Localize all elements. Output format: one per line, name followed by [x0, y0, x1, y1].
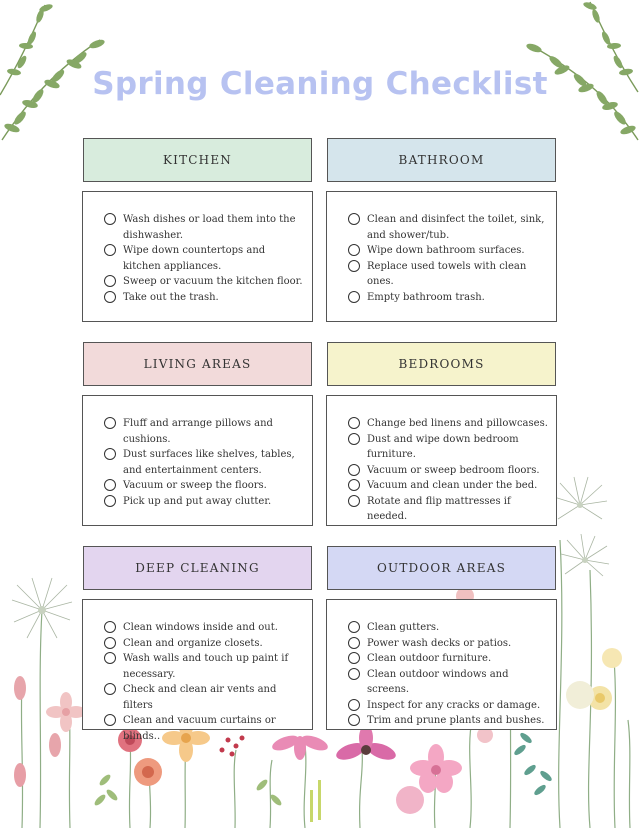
checklist-item[interactable]: Replace used towels with clean ones. — [348, 259, 548, 290]
checkbox-circle-icon[interactable] — [104, 621, 116, 633]
section-list-bathroom — [326, 191, 557, 322]
checkbox-circle-icon[interactable] — [104, 683, 116, 695]
section-title: OUTDOOR AREAS — [376, 561, 507, 575]
checkbox-circle-icon[interactable] — [348, 637, 360, 649]
checklist-item[interactable]: Wipe down bathroom surfaces. — [348, 243, 548, 259]
checkbox-circle-icon[interactable] — [104, 637, 116, 649]
checklist-item[interactable]: Inspect for any cracks or damage. — [348, 698, 548, 714]
checkbox-circle-icon[interactable] — [348, 495, 360, 507]
checklist-item[interactable]: Dust and wipe down bedroom furniture. — [348, 432, 548, 463]
checklist-item[interactable]: Clean outdoor furniture. — [348, 651, 548, 667]
section-header-bathroom — [327, 138, 556, 182]
checklist-item[interactable]: Clean and vacuum curtains or blinds.. — [104, 713, 304, 744]
checkbox-circle-icon[interactable] — [104, 652, 116, 664]
checkbox-circle-icon[interactable] — [348, 260, 360, 272]
checklist-item[interactable]: Fluff and arrange pillows and cushions. — [104, 416, 304, 447]
checkbox-circle-icon[interactable] — [104, 714, 116, 726]
checkbox-circle-icon[interactable] — [348, 652, 360, 664]
checkbox-circle-icon[interactable] — [348, 213, 360, 225]
checklist-item[interactable]: Change bed linens and pillowcases. — [348, 416, 548, 432]
checkbox-circle-icon[interactable] — [348, 699, 360, 711]
checklist-item[interactable]: Vacuum and clean under the bed. — [348, 478, 548, 494]
checklist-item[interactable]: Power wash decks or patios. — [348, 636, 548, 652]
section-header-outdoor-areas — [327, 546, 556, 590]
checkbox-circle-icon[interactable] — [104, 448, 116, 460]
checklist-item[interactable]: Wash walls and touch up paint if necessary. — [104, 651, 304, 682]
checklist-item[interactable]: Clean outdoor windows and screens. — [348, 667, 548, 698]
checkbox-circle-icon[interactable] — [104, 244, 116, 256]
checkbox-circle-icon[interactable] — [348, 417, 360, 429]
page-title: Spring Cleaning Checklist — [92, 66, 548, 102]
section-list-bedrooms — [326, 395, 557, 526]
checklist-item[interactable]: Pick up and put away clutter. — [104, 494, 304, 510]
checkbox-circle-icon[interactable] — [104, 291, 116, 303]
checkbox-circle-icon[interactable] — [348, 291, 360, 303]
checkbox-circle-icon[interactable] — [104, 495, 116, 507]
checkbox-circle-icon[interactable] — [348, 668, 360, 680]
checkbox-circle-icon[interactable] — [104, 479, 116, 491]
section-header-kitchen — [83, 138, 312, 182]
checklist-item[interactable]: Rotate and flip mattresses if needed. — [348, 494, 548, 525]
checkbox-circle-icon[interactable] — [348, 714, 360, 726]
section-title: LIVING AREAS — [143, 357, 252, 371]
checkbox-circle-icon[interactable] — [348, 244, 360, 256]
section-header-living-areas — [83, 342, 312, 386]
checkbox-circle-icon[interactable] — [104, 275, 116, 287]
checklist-item[interactable]: Wash dishes or load them into the dishwasher. — [104, 212, 304, 243]
checkbox-circle-icon[interactable] — [104, 213, 116, 225]
checklist-item[interactable]: Wipe down countertops and kitchen appliances. — [104, 243, 304, 274]
section-list-kitchen — [82, 191, 313, 322]
checklist-item[interactable]: Clean windows inside and out. — [104, 620, 304, 636]
checklist-item[interactable]: Sweep or vacuum the kitchen floor. — [104, 274, 304, 290]
section-title: DEEP CLEANING — [135, 561, 260, 575]
section-list-deep-cleaning — [82, 599, 313, 742]
checklist-item[interactable]: Check and clean air vents and filters — [104, 682, 304, 713]
checkbox-circle-icon[interactable] — [348, 479, 360, 491]
section-list-living-areas — [82, 395, 313, 526]
checkbox-circle-icon[interactable] — [348, 433, 360, 445]
section-title: KITCHEN — [162, 153, 232, 167]
section-title: BATHROOM — [398, 153, 485, 167]
section-header-bedrooms — [327, 342, 556, 386]
checkbox-circle-icon[interactable] — [104, 417, 116, 429]
checklist-item[interactable]: Empty bathroom trash. — [348, 290, 548, 306]
checklist-item[interactable]: Take out the trash. — [104, 290, 304, 306]
section-list-outdoor-areas — [326, 599, 557, 730]
checklist-item[interactable]: Vacuum or sweep the floors. — [104, 478, 304, 494]
checkbox-circle-icon[interactable] — [348, 464, 360, 476]
section-header-deep-cleaning — [83, 546, 312, 590]
checklist-item[interactable]: Dust surfaces like shelves, tables, and entertainment centers. — [104, 447, 304, 478]
checklist-item[interactable]: Clean and organize closets. — [104, 636, 304, 652]
checklist-item[interactable]: Trim and prune plants and bushes. — [348, 713, 548, 729]
section-title: BEDROOMS — [398, 357, 485, 371]
checkbox-circle-icon[interactable] — [348, 621, 360, 633]
checklist-item[interactable]: Clean and disinfect the toilet, sink, and shower/tub. — [348, 212, 548, 243]
checklist-item[interactable]: Vacuum or sweep bedroom floors. — [348, 463, 548, 479]
checklist-item[interactable]: Clean gutters. — [348, 620, 548, 636]
